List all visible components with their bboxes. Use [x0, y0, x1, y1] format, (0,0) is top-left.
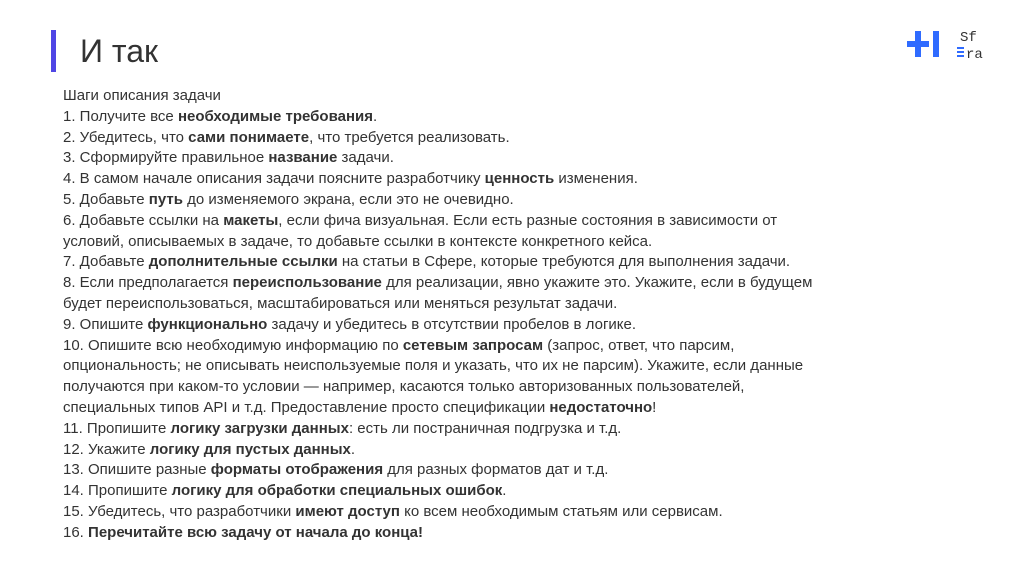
text-span: 16. — [63, 523, 89, 541]
text-line — [63, 315, 963, 336]
text-line — [63, 523, 963, 544]
text-line — [63, 252, 963, 273]
logo-bar — [933, 31, 939, 57]
text-span: изменения. — [554, 170, 638, 188]
text-span: условий, описываемых в задаче, то добавьте ссылки в контексте конкретного кейса. — [63, 232, 653, 250]
text-line — [63, 336, 963, 357]
logo-text-bottom: ra — [966, 47, 983, 63]
bold-text: форматы отображения — [210, 461, 384, 479]
logo-text-top: Sf — [960, 30, 977, 46]
text-span: 1. Получите все — [63, 107, 178, 125]
text-line — [63, 398, 963, 419]
logo-plus-vertical — [915, 31, 921, 57]
text-line — [63, 294, 963, 315]
text-span: ко всем необходимым статьям или сервисам. — [399, 502, 723, 520]
text-line — [63, 211, 963, 232]
text-span: опциональность; не описывать неиспользуемые поля и указать, что их не парсим). Укажите, если данные — [63, 357, 804, 375]
text-line — [63, 440, 963, 461]
bold-text: путь — [148, 190, 183, 208]
slide-header — [51, 30, 158, 72]
text-span: : есть ли постраничная подгрузка и т.д. — [348, 419, 622, 437]
text-span: (запрос, ответ, что парсим, — [543, 336, 735, 354]
bold-text: сами понимаете — [188, 128, 310, 146]
text-line — [63, 190, 963, 211]
text-line — [63, 148, 963, 169]
text-span: 11. Пропишите — [63, 419, 171, 437]
text-span: на статьи в Сфере, которые требуются для выполнения задачи. — [337, 253, 791, 271]
text-line — [63, 356, 963, 377]
sfera-logo — [905, 25, 985, 65]
text-span: Шаги описания задачи — [63, 87, 221, 104]
bold-text: дополнительные ссылки — [148, 253, 338, 271]
text-span: 8. Если предполагается — [63, 274, 233, 292]
text-span: задачу и убедитесь в отсутствии пробелов в логике. — [267, 315, 637, 333]
text-line — [63, 232, 963, 253]
bold-text: логику для пустых данных — [149, 440, 351, 458]
bold-text: сетевым запросам — [402, 336, 544, 354]
text-span: до изменяемого экрана, если это не очевидно. — [182, 190, 514, 208]
text-span: 10. Опишите всю необходимую информацию по — [63, 336, 403, 354]
bold-text: логику загрузки данных — [170, 419, 349, 437]
bold-text: ценность — [484, 170, 555, 188]
text-span: 6. Добавьте ссылки на — [63, 211, 224, 229]
text-span: будет переиспользоваться, масштабироваться или меняться результат задачи. — [63, 294, 618, 312]
text-span: специальных типов API и т.д. Предоставление просто спецификации — [63, 398, 550, 416]
text-line — [63, 86, 963, 107]
text-span: для разных форматов дат и т.д. — [383, 461, 609, 479]
text-line — [63, 419, 963, 440]
bold-text: недостаточно — [549, 398, 653, 416]
text-line — [63, 502, 963, 523]
text-span: задачи. — [337, 149, 394, 167]
text-span: 2. Убедитесь, что — [63, 128, 189, 146]
text-line — [63, 128, 963, 149]
text-line — [63, 481, 963, 502]
text-span: 9. Опишите — [63, 315, 148, 333]
slide-title: И так — [80, 32, 158, 69]
text-line — [63, 273, 963, 294]
text-span: 7. Добавьте — [63, 253, 149, 271]
text-span: для реализации, явно укажите это. Укажите, если в будущем — [381, 274, 813, 292]
text-span: 12. Укажите — [63, 440, 150, 458]
text-span: . — [372, 107, 378, 125]
bold-text: название — [268, 149, 338, 167]
text-span: , если фича визуальная. Если есть разные состояния в зависимости от — [278, 211, 778, 229]
bold-text: макеты — [223, 211, 279, 229]
text-span: 15. Убедитесь, что разработчики — [63, 502, 296, 520]
text-span: ! — [652, 398, 657, 416]
text-span: 5. Добавьте — [63, 190, 149, 208]
bold-text: функционально — [147, 315, 268, 333]
text-span: 3. Сформируйте правильное — [63, 149, 269, 167]
logo-mark-line-2 — [957, 51, 964, 53]
bold-text: имеют доступ — [295, 502, 400, 520]
logo-mark-line-3 — [957, 55, 964, 57]
task-steps-list — [63, 86, 963, 544]
text-line — [63, 377, 963, 398]
bold-text: Перечитайте всю задачу от начала до конца! — [88, 523, 424, 541]
text-span: . — [502, 482, 507, 500]
logo-mark-line-1 — [957, 47, 964, 49]
text-line — [63, 460, 963, 481]
text-line — [63, 169, 963, 190]
text-line — [63, 107, 963, 128]
bold-text: переиспользование — [232, 274, 382, 292]
title-accent-bar — [51, 30, 56, 72]
text-span: 13. Опишите разные — [63, 461, 211, 479]
text-span: 14. Пропишите — [63, 482, 172, 500]
bold-text: необходимые требования — [177, 107, 373, 125]
text-span: , что требуется реализовать. — [309, 128, 510, 146]
bold-text: логику для обработки специальных ошибок — [171, 482, 503, 500]
text-span: получаются при каком-то условии — например, касаются только авторизованных пользователей, — [63, 378, 745, 396]
text-span: . — [350, 440, 356, 458]
text-span: 4. В самом начале описания задачи поясните разработчику — [63, 170, 485, 188]
